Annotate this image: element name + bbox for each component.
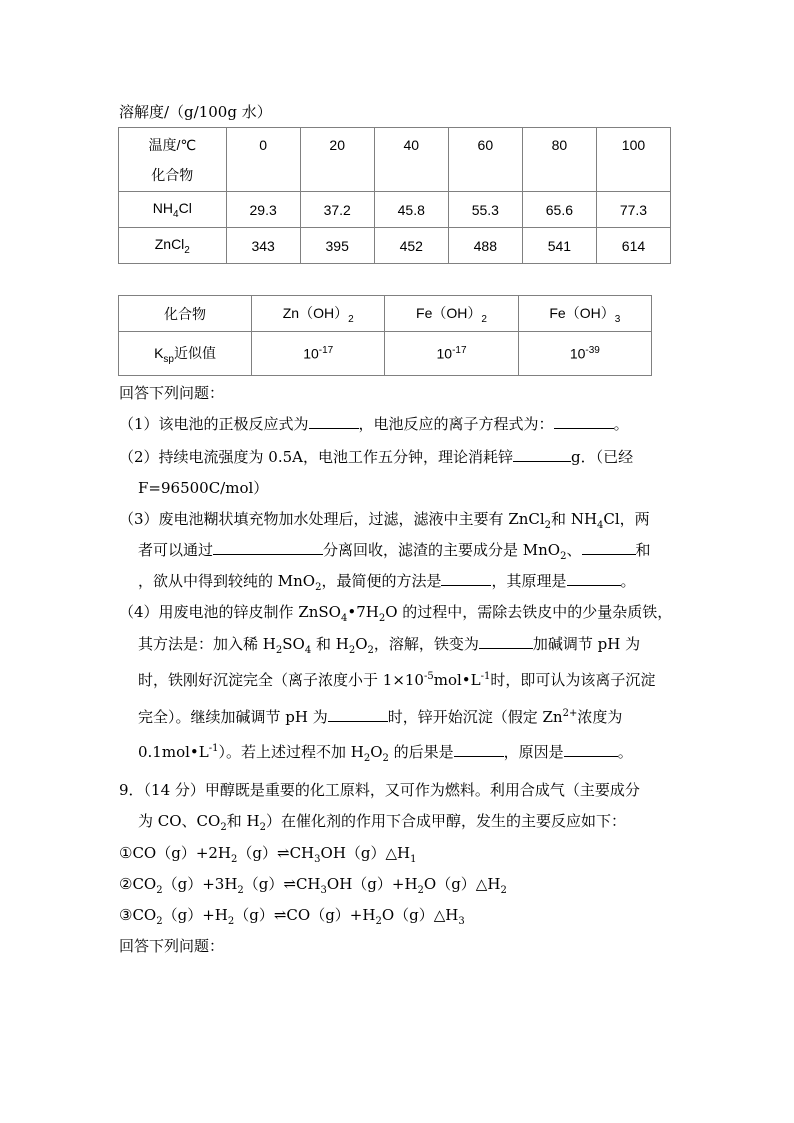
- table-row: [119, 228, 671, 264]
- table-header-row: [119, 296, 652, 332]
- compound-cell: $NH_4Cl$: [119, 192, 227, 228]
- ksp-table: [118, 295, 652, 376]
- ksp-value-cell: $10^{-17}$: [385, 332, 518, 376]
- header-compound-label: 化合物: [151, 166, 194, 183]
- answer-prompt: 回答下列问题：: [119, 384, 225, 402]
- value-cell: 343: [226, 228, 300, 264]
- question-2-cont: F=96500C/mol）: [138, 479, 269, 497]
- question-3: （3）废电池糊状填充物加水处理后，过滤，滤液中主要有 ZnCl$_2$和 $NH_4Cl$，两: [119, 510, 650, 531]
- value-cell: 614: [596, 228, 670, 264]
- temp-cell: 60: [448, 128, 522, 192]
- temp-cell: 80: [522, 128, 596, 192]
- table-row: [119, 192, 671, 228]
- question-4-cont3: 完全）。继续加碱调节 pH 为 时，锌开始沉淀（假定 $Zn^{2+}$浓度为: [138, 708, 623, 726]
- ksp-value-cell: $10^{-17}$: [252, 332, 385, 376]
- header-cell: $Fe(OH)_3$: [518, 296, 651, 332]
- question-4: （4）用废电池的锌皮制作 $ZnSO_4•7H_2O$ 的过程中，需除去铁皮中的少量杂质铁，: [119, 603, 673, 624]
- value-cell: 488: [448, 228, 522, 264]
- value-cell: 77.3: [596, 192, 670, 228]
- header-cell: $Fe(OH)_2$: [385, 296, 518, 332]
- value-cell: 29.3: [226, 192, 300, 228]
- question-4-cont2: 时，铁刚好沉淀完全（离子浓度小于 $1\times 10^{-5}mol•L^{-1}$时，即可认为该离子沉淀: [138, 671, 656, 689]
- value-cell: 541: [522, 228, 596, 264]
- solubility-table: [118, 127, 671, 264]
- question-4-cont4: $0.1mol•L^{-1}$）。若上述过程不加 $H_2O_2$ 的后果是 ，原因是 。: [138, 743, 633, 764]
- table-row: [119, 332, 652, 376]
- reaction-2: $②CO_2(g)+3H_2(g)\rightleftharpoons CH_3OH(g)+H_2O(g)\triangle H_2$: [119, 875, 507, 896]
- value-cell: 65.6: [522, 192, 596, 228]
- header-cell: $Zn(OH)_2$: [252, 296, 385, 332]
- question-9: 9．（14 分）甲醇既是重要的化工原料，又可作为燃料。利用合成气（主要成分: [119, 781, 640, 799]
- value-cell: 452: [374, 228, 448, 264]
- value-cell: 55.3: [448, 192, 522, 228]
- temp-cell: 40: [374, 128, 448, 192]
- value-cell: 395: [300, 228, 374, 264]
- question-1: （1）该电池的正极反应式为 ，电池反应的离子方程式为： 。: [119, 415, 629, 433]
- ksp-label-cell: $K_{sp}$近似值: [119, 332, 252, 376]
- question-2: （2）持续电流强度为 0.5A，电池工作五分钟，理论消耗锌 g．（已经: [119, 448, 634, 466]
- table-header-row: [119, 128, 671, 192]
- header-temp-label: 温度/℃: [148, 136, 197, 153]
- value-cell: 45.8: [374, 192, 448, 228]
- reaction-1: $①CO(g)+2H_2(g)\rightleftharpoons CH_3OH(g)\triangle H_1$: [119, 844, 417, 865]
- solubility-caption: 溶解度/（g/100g 水）: [119, 103, 272, 121]
- header-corner-cell: [119, 128, 227, 192]
- compound-cell: ZnCl$_2$: [119, 228, 227, 264]
- temp-cell: 20: [300, 128, 374, 192]
- reaction-3: $③CO_2(g)+H_2(g)\rightleftharpoons CO(g)+H_2O(g)\triangle H_3$: [119, 906, 465, 927]
- question-9-cont: 为 CO、$CO_2$和 $H_2$）在催化剂的作用下合成甲醇，发生的主要反应如下：: [138, 812, 626, 833]
- answer-prompt-2: 回答下列问题：: [119, 937, 225, 955]
- temp-cell: 100: [596, 128, 670, 192]
- question-3-cont: 者可以通过 分离回收，滤渣的主要成分是 MnO$_2$、 和: [138, 541, 651, 562]
- question-3-cont2: ，欲从中得到较纯的 MnO$_2$，最简便的方法是 ，其原理是 。: [138, 572, 636, 593]
- question-4-cont: 其方法是：加入稀 $H_2SO_4$ 和 $H_2O_2$，溶解，铁变为 加碱调节 pH 为: [138, 635, 641, 656]
- header-compound-cell: 化合物: [119, 296, 252, 332]
- temp-cell: 0: [226, 128, 300, 192]
- ksp-value-cell: $10^{-39}$: [518, 332, 651, 376]
- value-cell: 37.2: [300, 192, 374, 228]
